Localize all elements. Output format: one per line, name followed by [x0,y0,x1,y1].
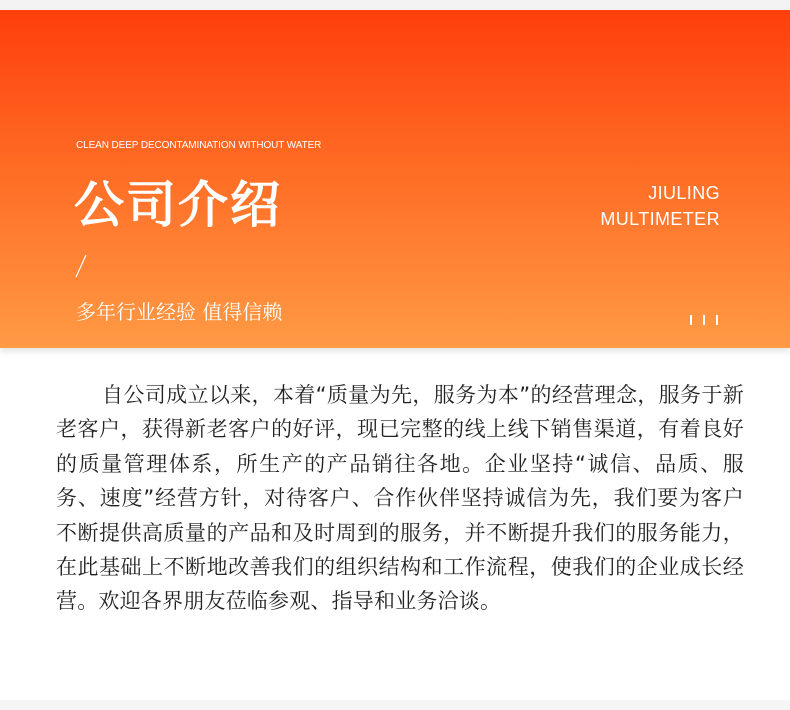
slash-divider-icon [75,254,87,278]
page-title: 公司介绍 [74,176,282,234]
banner-subtitle: 多年行业经验 值得信赖 [76,300,283,324]
top-strip [0,0,790,10]
brand-name [600,180,720,232]
bottom-strip [0,700,790,710]
header-banner [0,10,790,348]
decorative-tick-marks-icon [690,315,720,327]
banner-eyebrow-text: CLEAN DEEP DECONTAMINATION WITHOUT WATER [76,140,322,151]
company-intro-paragraph: 自公司成立以来，本着“质量为先，服务为本”的经营理念，服务于新老客户，获得新老客户的好评，现已完整的线上线下销售渠道，有着良好的质量管理体系，所生产的产品销往各地。企业坚持“诚信、品质、服务、速度”经营方针，对待客户、合作伙伴坚持诚信为先，我们要为客户不断提供高质量的产品和及时周到的服务，并不断提升我们的服务能力，在此基础上不断地改善我们的组织结构和工作流程，使我们的企业成长经营。欢迎各界朋友莅临参观、指导和业务洽谈。 [56,383,744,614]
brand-name-line-2: MULTIMETER [600,209,720,229]
brand-name-line-1: JIULING [648,183,720,203]
